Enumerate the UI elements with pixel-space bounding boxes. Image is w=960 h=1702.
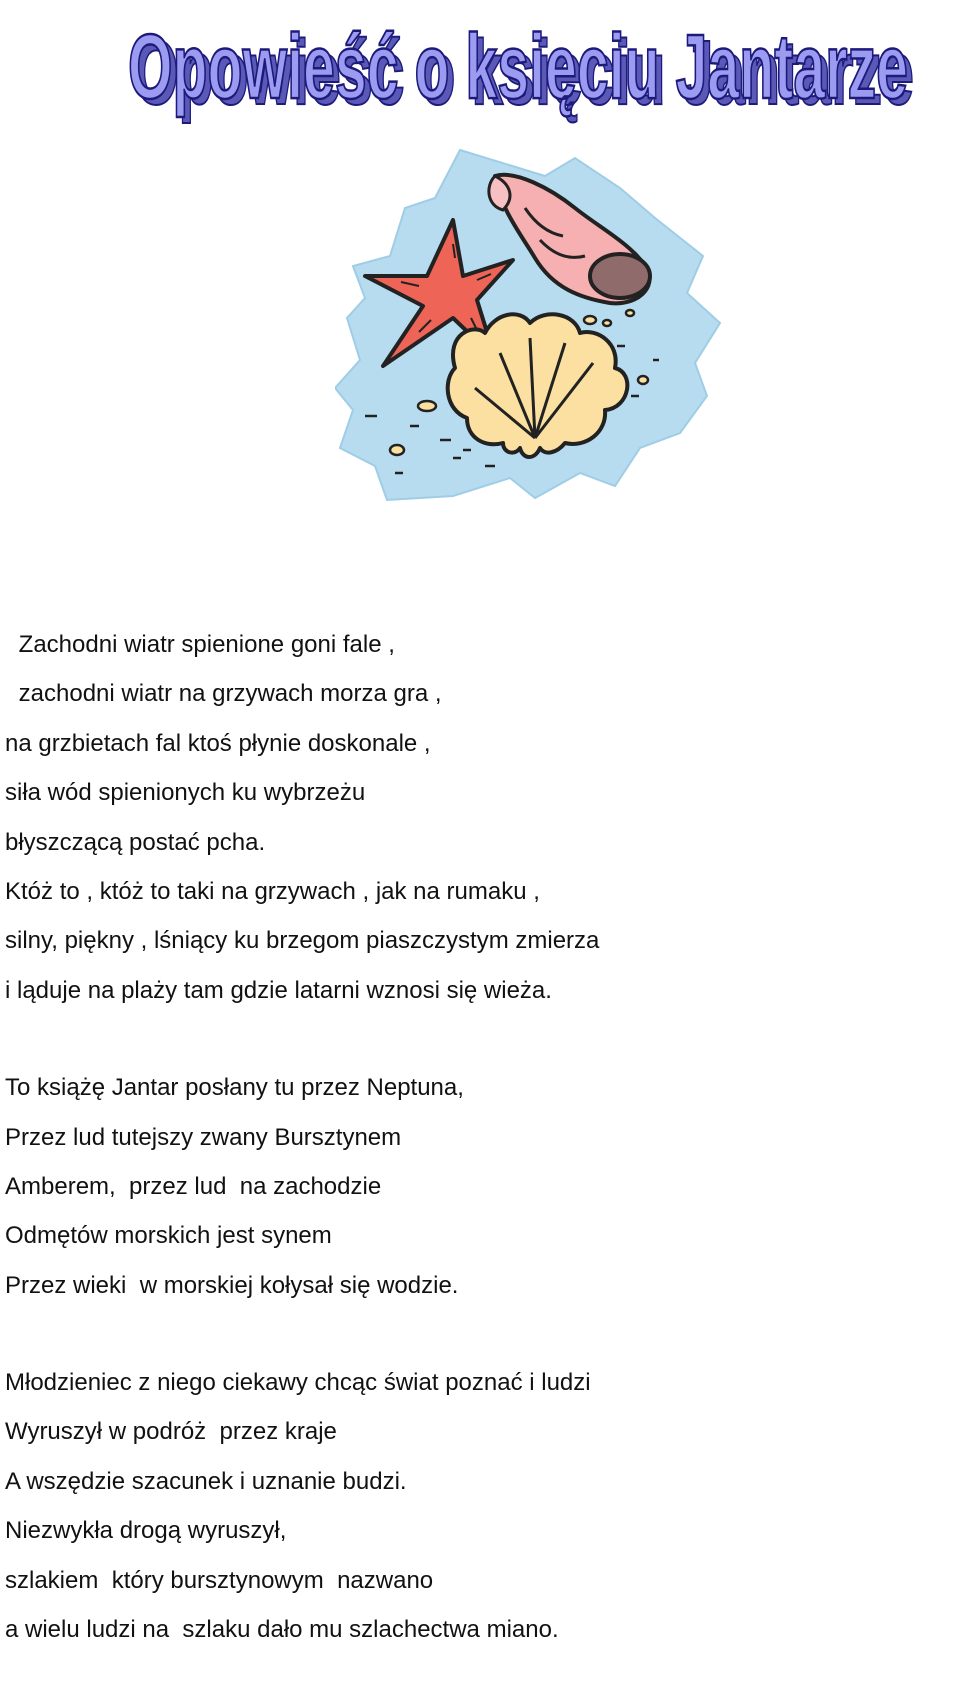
poem-line: Przez wieki w morskiej kołysał się wodzie. — [5, 1271, 459, 1299]
poem-line: zachodni wiatr na grzywach morza gra , — [12, 680, 442, 708]
poem-line: błyszczącą postać pcha. — [5, 828, 266, 856]
title-shadow: Opowieść o księciu Jantarze — [134, 22, 915, 124]
poem-line: A wszędzie szacunek i uznanie budzi. — [5, 1467, 407, 1495]
poem-body — [0, 620, 940, 1702]
poem-line: i ląduje na plaży tam gdzie latarni wznosi się wieża. — [5, 976, 552, 1004]
title-wordart — [120, 0, 960, 130]
seashells-starfish-clipart — [335, 148, 725, 528]
stanza-1 — [0, 620, 940, 1015]
poem-line: Wyruszył w podróż przez kraje — [5, 1418, 337, 1446]
poem-line: Któż to , któż to taki na grzywach , jak na rumaku , — [5, 877, 540, 905]
seashells-icon — [335, 148, 725, 528]
poem-line: To książę Jantar posłany tu przez Neptuna, — [5, 1074, 464, 1102]
poem-line: a wielu ludzi na szlaku dało mu szlachectwa miano. — [5, 1616, 559, 1644]
poem-line: na grzbietach fal ktoś płynie doskonale , — [5, 729, 431, 757]
poem-line: Niezwykła drogą wyruszył, — [5, 1517, 287, 1545]
stanza-3 — [0, 1358, 940, 1654]
poem-line: szlakiem który bursztynowym nazwano — [5, 1566, 434, 1594]
poem-line: Młodzieniec z niego ciekawy chcąc świat poznać i ludzi — [5, 1369, 591, 1397]
poem-line: Przez lud tutejszy zwany Bursztynem — [5, 1123, 402, 1151]
stanza-2 — [0, 1063, 940, 1310]
title-banner — [120, 0, 960, 130]
poem-line: Amberem, przez lud na zachodzie — [5, 1172, 382, 1200]
page-title: Opowieść o księciu Jantarze — [128, 16, 909, 118]
poem-line: siła wód spienionych ku wybrzeżu — [5, 779, 366, 807]
poem-line: silny, piękny , lśniący ku brzegom piaszczystym zmierza — [5, 927, 600, 955]
poem-line: Odmętów morskich jest synem — [5, 1222, 332, 1250]
poem-line: Zachodni wiatr spienione goni fale , — [12, 631, 395, 658]
